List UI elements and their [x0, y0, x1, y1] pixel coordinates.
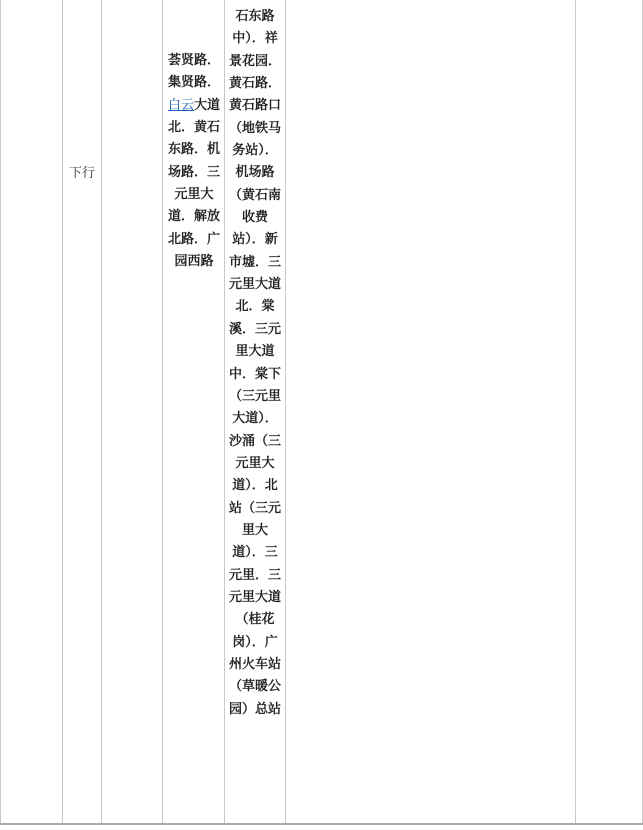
direction-cell: 下行	[68, 166, 95, 181]
column-divider	[162, 0, 163, 824]
column-divider	[224, 0, 225, 824]
stops-cell: 石东路中）．祥景花园．黄石路．黄石路口（地铁马务站）．机场路（黄石南收费站）．新市墟．三元里大道北．棠溪．三元里大道中．棠下（三元里大道）．沙涌（三元里大道）．北站（三元里大道）．三元里．三元里大道（桂花岗）．广州火车站（草暖公园）总站	[228, 9, 281, 717]
route-roads-text: 荟贤路．集贤路．	[167, 53, 220, 91]
row-bottom-border	[0, 823, 643, 825]
route-roads-text-continued: 大道北．黄石东路．机场路．三元里大道．解放北路．广园西路	[167, 97, 221, 270]
column-divider	[285, 0, 286, 824]
column-divider	[62, 0, 63, 824]
baiyun-link[interactable]: 白云	[167, 97, 194, 113]
route-roads-cell	[164, 50, 224, 273]
table-border-left	[0, 0, 1, 824]
column-divider	[101, 0, 102, 824]
column-divider	[575, 0, 576, 824]
